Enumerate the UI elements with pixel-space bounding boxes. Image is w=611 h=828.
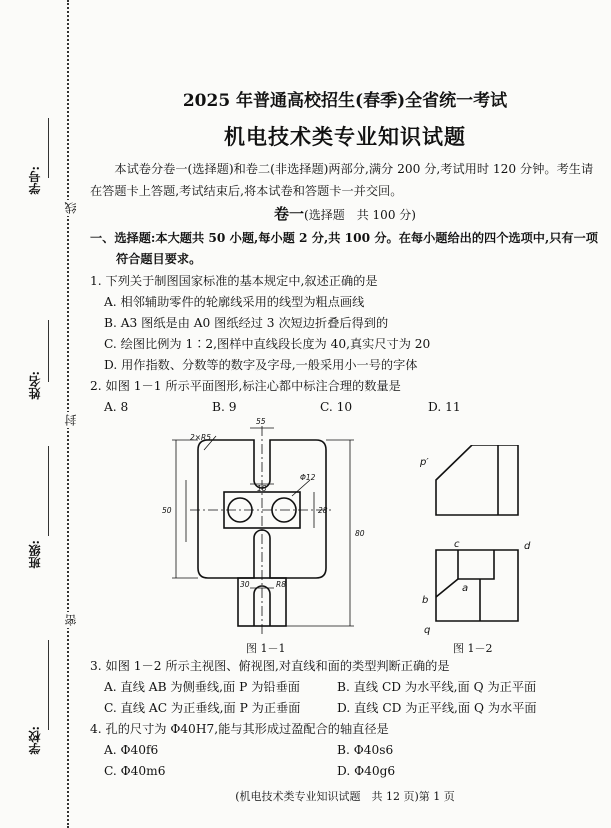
question-stem: 4. 孔的尺寸为 Φ40H7,能与其形成过盈配合的轴直径是 [90,722,389,736]
point-label: d [524,541,531,552]
question-stem: 1. 下列关于制图国家标准的基本规定中,叙述正确的是 [90,274,378,288]
school-label: 学校: [28,726,42,755]
part-heading [90,203,600,224]
figure-1-1-drawing [150,418,410,640]
dim-label: 28 [318,506,328,515]
part-title: 卷一 [274,205,305,223]
name-field[interactable] [48,320,50,382]
question-stem: 3. 如图 1－2 所示主视图、俯视图,对直线和面的类型判断正确的是 [90,659,450,673]
option-a[interactable]: A. 直线 AB 为侧垂线,面 P 为铅垂面 [104,680,300,694]
option-a[interactable]: A. Φ40f6 [104,743,159,757]
dim-label: 18 [257,484,267,493]
point-label: b [422,595,429,606]
option-b[interactable]: B. 直线 CD 为水平线,面 Q 为正平面 [337,680,537,694]
figure-1-2-drawing [420,445,550,635]
section-heading [90,228,605,270]
binding-margin [0,0,80,828]
school-field[interactable] [48,640,50,730]
option-b[interactable]: B. 9 [212,400,237,414]
point-label: a [462,583,469,594]
option-a[interactable]: A. 8 [104,400,129,414]
question-3 [90,656,605,719]
option-b[interactable]: B. A3 图纸是由 A0 图纸经过 3 次短边折叠后得到的 [104,316,389,330]
dim-label: R8 [276,580,286,589]
question-1 [90,271,605,376]
dim-label: Φ12 [300,473,316,482]
class-label: 班级: [28,540,42,569]
section-heading-line1: 一、选择题:本大题共 50 小题,每小题 2 分,共 100 分。在每小题给出的四个选项中,只有一项 [90,231,598,245]
part-subtitle: (选择题 共 100 分) [304,208,416,222]
exam-title: 2025 年普通高校招生(春季)全省统一考试 [182,91,508,111]
figure-1-2-caption: 图 1－2 [453,642,493,655]
question-2 [90,376,605,418]
point-label: c [454,539,460,550]
question-4 [90,719,605,782]
option-a[interactable]: A. 相邻辅助零件的轮廓线采用的线型为粗点画线 [104,295,365,309]
class-field[interactable] [48,446,50,536]
point-label: p′ [420,457,429,468]
option-d[interactable]: D. Φ40g6 [337,764,396,778]
dim-label: 30 [240,580,250,589]
exam-instructions: 本试卷分卷一(选择题)和卷二(非选择题)两部分,满分 200 分,考试用时 120 分钟。考生请在答题卡上答题,考试结束后,将本试卷和答题卡一并交回。 [90,162,594,198]
student-id-label: 学号: [28,166,42,195]
option-b[interactable]: B. Φ40s6 [337,743,394,757]
option-d[interactable]: D. 用作指数、分数等的数字及字母,一般采用小一号的字体 [104,358,418,372]
figure-1-1-caption: 图 1－1 [246,642,286,655]
option-c[interactable]: C. Φ40m6 [104,764,166,778]
option-c[interactable]: C. 直线 AC 为正垂线,面 P 为正垂面 [104,701,301,715]
exam-subject-title: 机电技术类专业知识试题 [224,124,466,149]
point-label: q [424,625,431,635]
seal-mark-line: 线 [64,202,78,214]
name-label: 姓名: [28,371,42,400]
seal-mark-seal: 封 [64,414,78,426]
question-stem: 2. 如图 1－1 所示平面图形,标注心都中标注合理的数量是 [90,379,401,393]
dim-label: 55 [256,418,266,426]
option-d[interactable]: D. 11 [428,400,461,414]
option-d[interactable]: D. 直线 CD 为正平线,面 Q 为水平面 [337,701,537,715]
section-heading-line2: 符合题目要求。 [116,252,202,266]
dim-label: 50 [162,506,172,515]
dim-label: 80 [355,529,365,538]
dim-label: 2×R5 [190,433,212,442]
seal-mark-secret: 密 [64,614,78,626]
page-footer: (机电技术类专业知识试题 共 12 页)第 1 页 [235,790,455,803]
option-c[interactable]: C. 绘图比例为 1∶2,图样中直线段长度为 40,真实尺寸为 20 [104,337,431,351]
option-c[interactable]: C. 10 [320,400,353,414]
student-id-field[interactable] [48,118,50,178]
